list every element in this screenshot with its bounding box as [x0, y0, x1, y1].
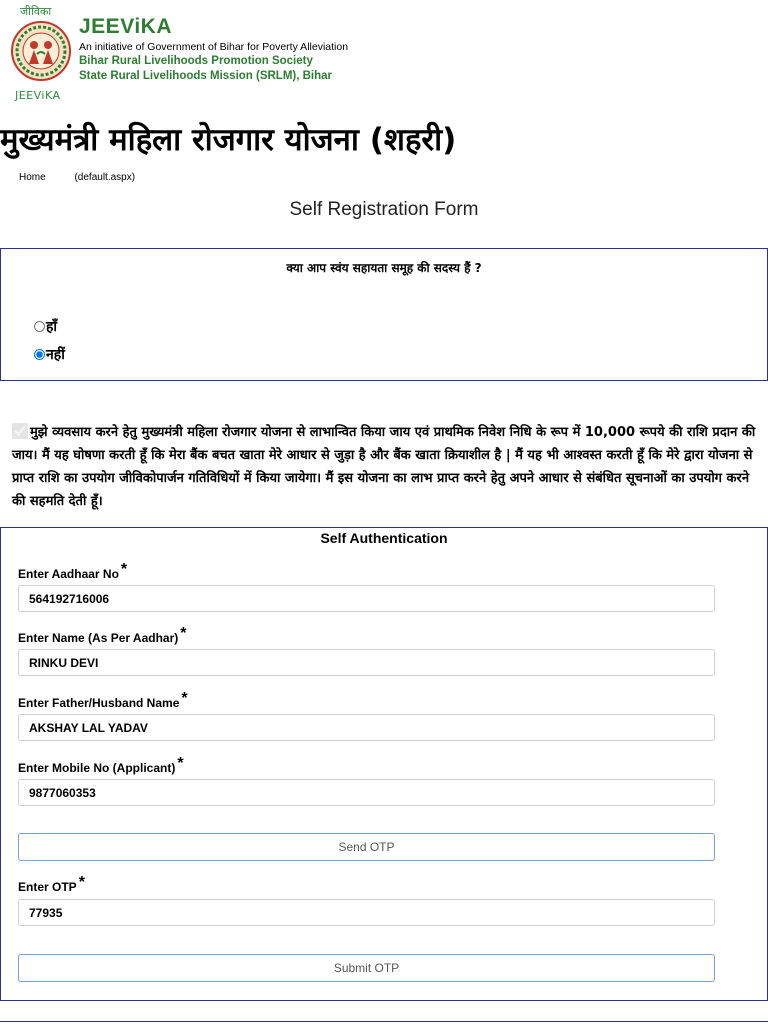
required-mark: *: [177, 755, 184, 772]
declaration-checkbox[interactable]: [12, 423, 28, 439]
shg-no-radio[interactable]: [34, 349, 45, 360]
logo-hindi-text: जीविका: [20, 5, 52, 18]
name-input[interactable]: [18, 649, 715, 676]
otp-input[interactable]: [18, 899, 715, 926]
header: [0, 0, 768, 108]
footer-divider: [0, 1021, 768, 1022]
shg-option-yes[interactable]: [34, 317, 57, 336]
page-title: मुख्यमंत्री महिला रोजगार योजना (शहरी): [0, 122, 457, 158]
father-husband-label: Enter Father/Husband Name *: [18, 690, 188, 710]
shg-yes-label: हाँ: [46, 319, 58, 335]
auth-title: Self Authentication: [320, 530, 448, 546]
send-otp-button[interactable]: Send OTP: [18, 833, 715, 861]
form-title: Self Registration Form: [289, 199, 479, 220]
declaration: [12, 421, 757, 513]
father-husband-input[interactable]: [18, 714, 715, 741]
required-mark: *: [78, 874, 85, 891]
logo-emblem-icon: [10, 20, 72, 82]
required-mark: *: [180, 625, 187, 642]
required-mark: *: [181, 690, 188, 707]
shg-question: क्या आप स्वंय सहायता समूह की सदस्य हैं ?: [286, 261, 482, 275]
shg-membership-panel: [0, 248, 768, 381]
breadcrumb: [19, 172, 135, 183]
logo-caption: JEEViKA: [15, 89, 61, 102]
otp-label: Enter OTP *: [18, 874, 85, 894]
self-authentication-panel: [0, 527, 768, 1001]
default-page-link[interactable]: (default.aspx): [74, 172, 136, 183]
shg-option-no[interactable]: [34, 345, 65, 364]
brand-tagline: An initiative of Government of Bihar for Poverty Alleviation: [79, 41, 349, 53]
mobile-input[interactable]: [18, 779, 715, 806]
jeevika-logo: [6, 4, 76, 104]
brand-mission: State Rural Livelihoods Mission (SRLM), Bihar: [79, 70, 333, 82]
name-label: Enter Name (As Per Aadhar) *: [18, 625, 187, 645]
home-link[interactable]: Home: [19, 172, 46, 183]
shg-yes-radio[interactable]: [34, 321, 45, 332]
brand-society: Bihar Rural Livelihoods Promotion Society: [79, 55, 313, 67]
mobile-label: Enter Mobile No (Applicant) *: [18, 755, 184, 775]
shg-no-label: नहीं: [46, 347, 65, 363]
aadhaar-input[interactable]: [18, 585, 715, 612]
brand-name: JEEViKA: [79, 15, 172, 38]
required-mark: *: [120, 561, 128, 578]
submit-otp-button[interactable]: Submit OTP: [18, 954, 715, 982]
aadhaar-label: Enter Aadhaar No *: [18, 561, 128, 581]
declaration-text: मुझे व्यवसाय करने हेतु मुख्यमंत्री महिला रोजगार योजना से लाभान्वित किया जाय एवं प्राथमिक निवेश निधि के रूप में 10,000 रूपये की राशि प्रदान की जाय। मैं यह घोषणा करती हूँ कि मेरा बैंक बचत खाता मेरे आधार से जुड़ा है और बैंक खाता क्रियाशील है | मैं यह भी आश्वस्त करती हूँ कि मेरे द्वारा योजना से प्राप्त राशि का उपयोग जीविकोपार्जन गतिविधियों में किया जायेगा। मैं इस योजना का लाभ प्राप्त करने हेतु अपने आधार से संबंधित सूचनाओं का उपयोग करने की सहमति देती हूँ।: [12, 425, 756, 509]
